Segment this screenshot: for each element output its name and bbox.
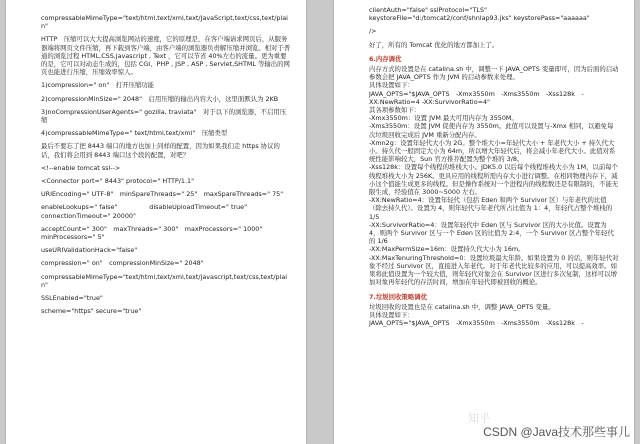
paragraph: 1)compression=" on" 打开压缩功能 bbox=[41, 81, 155, 90]
code-line: compression=" on" compressionMinSize=" 2048" bbox=[41, 259, 204, 268]
left-page-content bbox=[41, 14, 291, 320]
code-line: keystoreFile="d:/tomcat2/conf/shnlap93.jks" keystorePass="aaaaaa" bbox=[369, 14, 590, 23]
paragraph: 最后不要忘了把 8443 端口的地方也加上同样的配置，因为如果我们走 https 协议的话，我们将会用到 8443 端口这个段的配置，对吧？ bbox=[41, 142, 280, 159]
zhihu-watermark: 知乎 bbox=[468, 412, 490, 425]
right-document-page bbox=[334, 0, 634, 444]
paragraph: 其各项参数如下： bbox=[369, 106, 421, 115]
paragraph: 3)noCompressionUserAgents=" gozilla, traviata" 对于以下的浏览器，不启用压缩 bbox=[41, 107, 287, 125]
code-line: useURIValidationHack="false" bbox=[41, 246, 138, 255]
code-line: scheme="https" secure="true" bbox=[41, 307, 142, 316]
code-line: SSLEnabled="true" bbox=[41, 294, 103, 303]
section-heading-gc: 7.垃圾回收策略调优 bbox=[369, 292, 427, 301]
paragraph: -Xms3550m：设置 JVM 促使内存为 3550m。此值可以设置与-Xmx 相同，以避免每次垃圾回收完成后 JVM 重新分配内存。 bbox=[369, 122, 614, 139]
code-line: compressableMimeType="text/html,text/xml,text/javascript,text/css,text/plain" bbox=[41, 272, 288, 289]
section-heading-memory: 6.内存调优 bbox=[369, 54, 402, 63]
paragraph: -Xss128k：设置每个线程的堆栈大小。JDK5.0 以后每个线程堆栈大小为 1M，以前每个线程堆栈大小为 256K。更具应用的线程所需内存大小进行调整。在相同物理内存下，减小这个值能生成更多的线程。但是操作系统对一个进程内的线程数还是有限制的，不能无限生成，经验值在 3000~5000 左右。 bbox=[369, 163, 619, 197]
code-line: JAVA_OPTS="$JAVA_OPTS -Xmx3550m -Xms3550m -Xss128k -XX:NewRatio=4 -XX:SurvivorRatio=4" bbox=[369, 89, 584, 106]
code-line: <Connector port=" 8443" protocol=" HTTP/1.1" bbox=[41, 177, 195, 186]
paragraph: HTTP 压缩可以大大提高浏览网站的速度，它的原理是，在客户端请求网页后，从服务器端将网页文件压缩，再下载到客户端，由客户端的浏览器负责解压缩并浏览。相对于普通的浏览过程 HTML,CSS,javascript , Text ，它可以节省 40%左右的流量。更为重要的是，它可以对动态生成的，包括 CGI、PHP , JSP , ASP , Servlet,SHTML 等输出的网页也能进行压缩，压缩效率惊人。 bbox=[41, 35, 291, 77]
paragraph: 具体设置如下： bbox=[369, 81, 414, 90]
code-line: /> bbox=[369, 27, 377, 36]
paragraph: -Xmn2g：设置年轻代大小为 2G。整个堆大小=年轻代大小 + 年老代大小 + 持久代大小。持久代一般固定大小为 64m，所以增大年轻代后，将会减小年老代大小。此值对系统性能影响较大，Sun 官方推荐配置为整个堆的 3/8。 bbox=[369, 138, 616, 164]
paragraph: 好了，所有的 Tomcat 优化的地方都加上了。 bbox=[369, 40, 499, 49]
paragraph: -XX:MaxTenuringThreshold=0：设置垃圾最大年龄。如果设置为 0 的话，则年轻代对象不经过 Survivor 区，直接进入年老代。对于年老代比较多的应用，可以提高效率。如果将此值设置为一个较大值，则年轻代对象会在 Survivor 区进行多次复制，这样可以增加对象再年轻代的存活时间，增加在年轻代即被回收的概论。 bbox=[369, 253, 619, 287]
paragraph: -XX:NewRatio=4：设置年轻代（包括 Eden 和两个 Survivor 区）与年老代的比值（除去持久代）。设置为 4，则年轻代与年老代所占比值为 1：4，年轻代占整个堆栈的 1/5 bbox=[369, 196, 615, 221]
csdn-watermark: CSDN @Java技术那些事儿 bbox=[483, 425, 630, 439]
paragraph: 内存方式的设置是在 catalina.sh 中，调整一下 JAVA_OPTS 变量即可，因为后面的启动参数会把 JAVA_OPTS 作为 JVM 的启动参数来处理。 bbox=[369, 65, 619, 82]
paragraph: -XX:SurvivorRatio=4：设置年轻代中 Eden 区与 Survivor 区的大小比值。设置为 4，则两个 Survivor 区与一个 Eden 区的比值为 2:4，一个 Survivor 区占整个年轻代的 1/6 bbox=[369, 220, 614, 246]
right-page-content bbox=[369, 6, 619, 327]
code-line: URIEncoding=" UTF-8" minSpareThreads=" 25" maxSpareThreads=" 75" bbox=[41, 190, 284, 199]
paragraph: -XX:MaxPermSize=16m：设置持久代大小为 16m。 bbox=[369, 245, 525, 254]
paragraph: 具体设置如下： bbox=[369, 310, 414, 319]
code-comment: <!--enable tomcat ssl--> bbox=[41, 163, 121, 172]
left-document-page bbox=[6, 0, 306, 444]
code-line: enableLookups=" false" disableUploadTimeout=" true" connectionTimeout=" 20000" bbox=[41, 203, 250, 220]
paragraph: 4)compressableMimeType=" text/html,text/xml" 压缩类型 bbox=[41, 129, 228, 138]
paragraph: -Xmx3550m：设置 JVM 最大可用内存为 3550M。 bbox=[369, 114, 518, 123]
code-line: JAVA_OPTS="$JAVA_OPTS -Xmx3550m -Xms3550m -Xss128k - bbox=[369, 319, 584, 328]
code-line: acceptCount=" 300" maxThreads=" 300" maxProcessors=" 1000" minProcessors=" 5" bbox=[41, 224, 265, 242]
code-line: clientAuth="false" sslProtocol="TLS" bbox=[369, 6, 487, 14]
paragraph: compressableMimeType="text/html,text/xml,text/JavaScript,text/css,text/plain" bbox=[41, 14, 288, 31]
paragraph: 垃圾回收的设置也是在 catalina.sh 中，调整 JAVA_OPTS 变量。 bbox=[369, 302, 555, 311]
paragraph: 2)compressionMinSize=" 2048" 启用压缩的输出内容大小，这里面默认为 2KB bbox=[41, 94, 279, 103]
